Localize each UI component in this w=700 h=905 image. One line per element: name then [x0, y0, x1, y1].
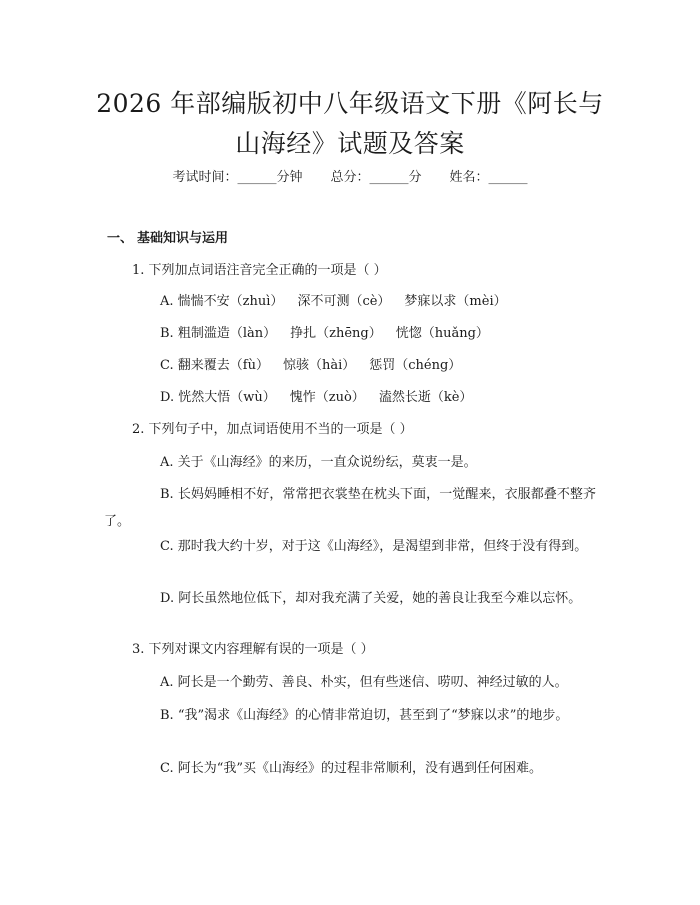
option-label: C. — [160, 761, 174, 776]
option-label: A. — [160, 675, 174, 690]
question-1-option-a — [160, 292, 507, 312]
question-2-option-a — [104, 449, 596, 476]
option-label: B. — [160, 326, 174, 341]
option-item: 恍惚（huǎng） — [395, 326, 489, 341]
option-text: 那时我大约十岁，对于这《山海经》，是渴望到非常，但终于没有得到。 — [177, 539, 588, 554]
option-text: 关于《山海经》的来历，一直众说纷纭，莫衷一是。 — [177, 455, 477, 470]
option-item: 翻来覆去（fù） — [177, 358, 269, 373]
question-2-option-b — [104, 481, 596, 535]
question-3-option-c — [104, 755, 596, 782]
option-label: D. — [160, 390, 175, 405]
section-title: 基础知识与运用 — [137, 231, 229, 246]
option-text: 阿长是一个勤劳、善良、朴实，但有些迷信、唠叨、神经过敏的人。 — [177, 675, 568, 690]
option-label: A. — [160, 294, 174, 309]
option-text: 阿长为“我”买《山海经》的过程非常顺利，没有遇到任何困难。 — [177, 761, 543, 776]
student-name-label: 姓名：______ — [449, 170, 528, 185]
option-item: 挣扎（zhēng） — [290, 326, 382, 341]
option-text: “我”渴求《山海经》的心情非常迫切，甚至到了“梦寐以求”的地步。 — [177, 708, 569, 723]
question-2-option-d — [104, 585, 596, 612]
question-1-stem: 1. 下列加点词语注音完全正确的一项是（ ） — [132, 263, 387, 278]
option-text: 长妈妈睡相不好，常常把衣裳垫在枕头下面，一觉醒来，衣服都叠不整齐了。 — [104, 487, 596, 529]
page-title — [60, 84, 640, 164]
option-label: C. — [160, 539, 174, 554]
title-line-2: 山海经》试题及答案 — [235, 129, 465, 158]
option-label: D. — [160, 591, 175, 606]
option-label: A. — [160, 455, 174, 470]
question-3-option-a — [104, 669, 596, 696]
question-1-option-c — [160, 356, 461, 376]
section-number: 一、 — [107, 231, 134, 246]
option-label: B. — [160, 487, 174, 502]
question-2-stem: 2. 下列句子中，加点词语使用不当的一项是（ ） — [132, 422, 413, 437]
option-label: B. — [160, 708, 174, 723]
option-item: 愧怍（zuò） — [289, 390, 365, 405]
question-3-option-b — [104, 702, 596, 729]
question-2-option-c — [104, 533, 596, 560]
option-item: 惩罚（chéng） — [369, 358, 462, 373]
option-item: 深不可测（cè） — [297, 294, 391, 309]
option-item: 惴惴不安（zhuì） — [177, 294, 284, 309]
option-text: 阿长虽然地位低下，却对我充满了关爱，她的善良让我至今难以忘怀。 — [178, 591, 582, 606]
option-label: C. — [160, 358, 174, 373]
title-line-1: 2026 年部编版初中八年级语文下册《阿长与 — [96, 89, 604, 118]
question-3-stem: 3. 下列对课文内容理解有误的一项是（ ） — [132, 642, 374, 657]
option-item: 恍然大悟（wù） — [178, 390, 276, 405]
exam-time-label: 考试时间：______分钟 — [172, 170, 303, 185]
total-score-label: 总分：______分 — [330, 170, 422, 185]
question-1-option-d — [160, 388, 472, 408]
option-item: 惊骇（hài） — [282, 358, 356, 373]
exam-info — [0, 168, 700, 188]
section-heading — [107, 229, 228, 249]
option-item: 梦寐以求（mèi） — [404, 294, 507, 309]
option-item: 粗制滥造（làn） — [177, 326, 277, 341]
question-1-option-b — [160, 324, 489, 344]
option-item: 溘然长逝（kè） — [378, 390, 473, 405]
